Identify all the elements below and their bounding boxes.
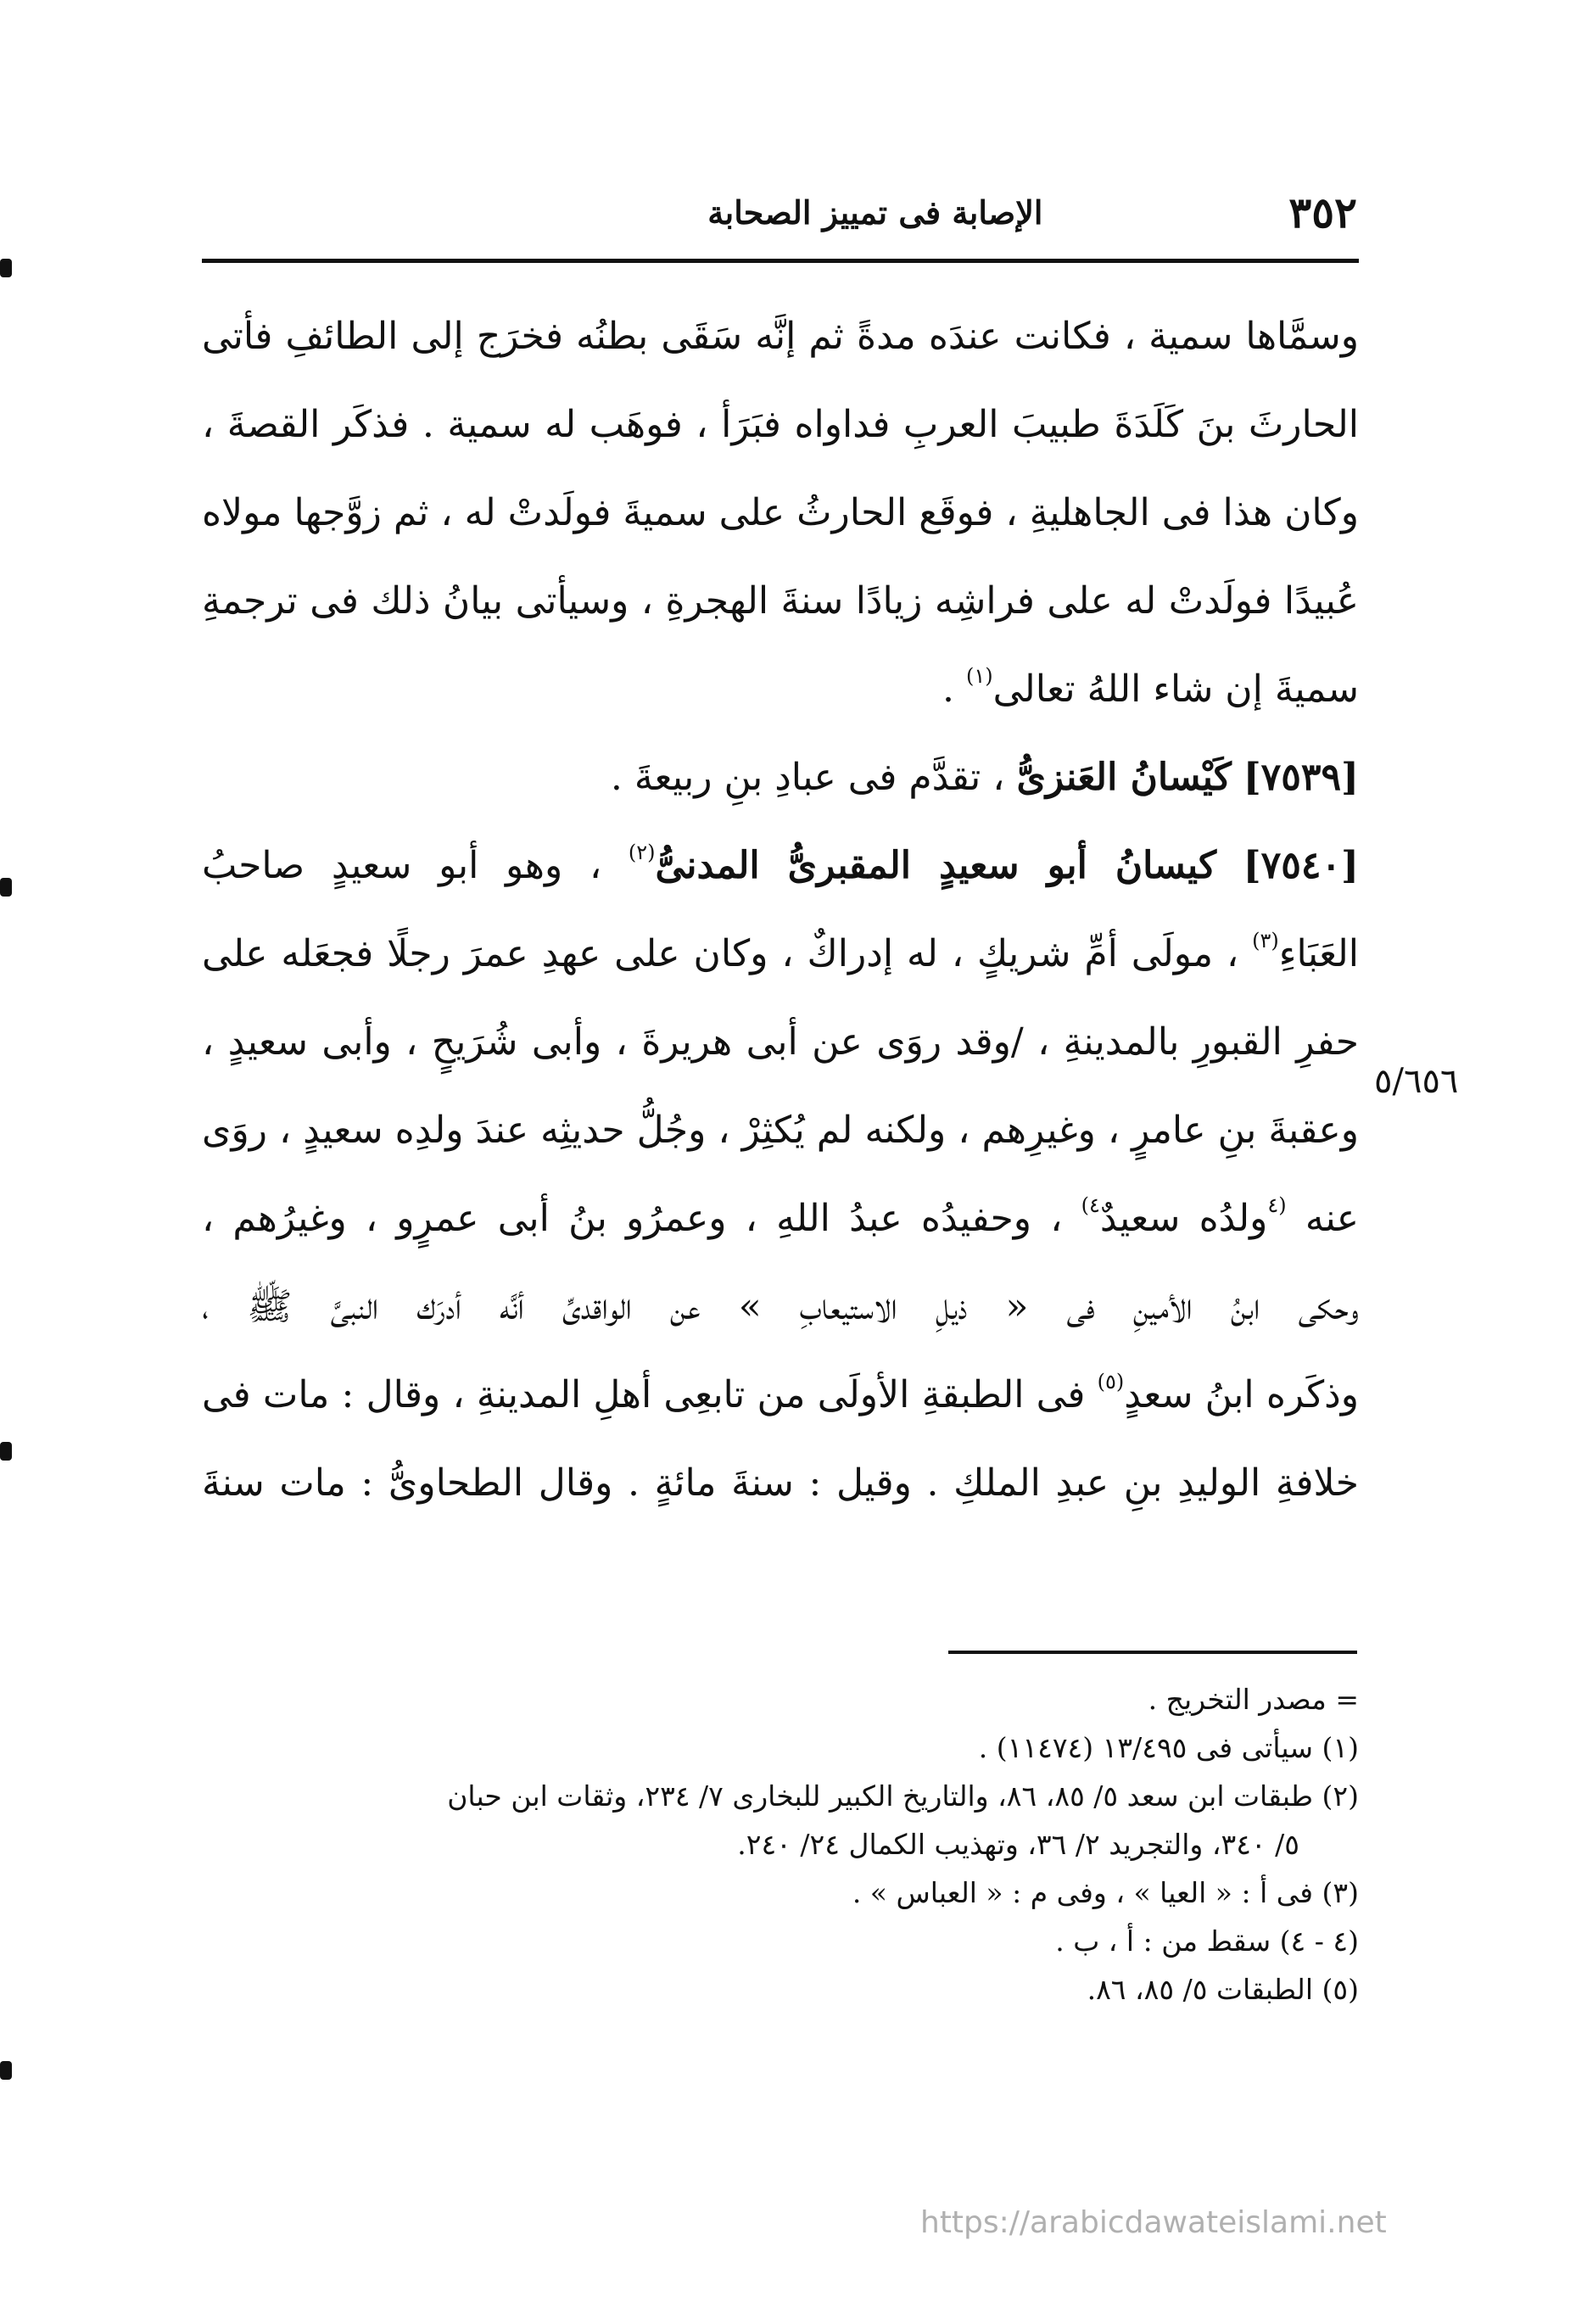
text-line: وعقبةَ بنِ عامرٍ ، وغيرِهم ، ولكنه لم يُكثِرْ ، وجُلُّ حديثِه عندَ ولدِه سعيدٍ ، روَى [202,1109,1359,1152]
text-fragment: فى الطبقةِ الأولَى من تابعِى أهلِ المدينةِ ، وقال : مات فى [202,1373,1098,1416]
text-fragment: ، وحفيدُه عبدُ اللهِ ، وعمرُو بنُ أبى عمرٍو ، وغيرُهم ، [202,1197,1081,1240]
page-number: ٣٥٢ [1288,187,1357,237]
footnote-continuation: ٥/ ٣٤٠، والتجريد ٢/ ٣٦، وتهذيب الكمال ٢٤/ ٢٤٠. [737,1828,1299,1861]
text-fragment: سميةَ إن شاء اللهُ تعالى [992,668,1359,711]
text-fragment: ولدُه سعيدٌ [1099,1197,1268,1240]
footnote: = مصدر التخريج . [1148,1683,1359,1716]
scan-edge-mark [0,2061,12,2080]
footnote-ref: (٢) [628,841,656,864]
scan-edge-mark [0,878,12,897]
text-line: الحارثَ بنَ كَلَدَةَ طبيبَ العربِ فداواه فبَرَأ ، فوهَب له سمية . فذكَر القصةَ ، [202,403,1359,446]
text-line [202,645,1359,734]
footnote-ref: (٤ [1267,1193,1287,1217]
entry-number: [٧٥٣٩] [1243,756,1359,799]
text-line [202,910,1359,998]
scan-edge-mark [0,1442,12,1461]
text-line [202,1351,1359,1439]
margin-page-reference: ٥/٦٥٦ [1374,1062,1459,1101]
text-line: حفرِ القبورِ بالمدينةِ ، /وقد روَى عن أبى هريرةَ ، وأبى شُرَيحٍ ، وأبى سعيدٍ ، [202,1020,1359,1064]
text-fragment: العَبَاءِ [1278,932,1359,975]
watermark-url: https://arabicdawateislami.net [920,2205,1387,2240]
text-fragment: عنه [1286,1197,1359,1240]
entry-number: [٧٥٤٠] [1243,844,1359,887]
entry-7539 [202,734,1359,822]
scan-edge-mark [0,259,12,277]
entry-text: ، وهو أبو سعيدٍ صاحبُ [202,844,602,887]
text-fragment: ، مولَى أمِّ شريكٍ ، له إدراكٌ ، وكان على عهدِ عمرَ رجلًا فجعَله على [202,932,1253,975]
entry-7540 [202,822,1359,910]
entry-name: كَيْسانُ العَنزىُّ [1016,756,1232,799]
text-fragment: وذكَره ابنُ سعدٍ [1124,1373,1359,1416]
page-header [204,182,1357,242]
footnote-ref: ٤) [1081,1193,1100,1217]
footnote: (١) سيأتى فى ١٣/٤٩٥ (١١٤٧٤) . [978,1731,1359,1764]
entry-name: كيسانُ أبو سعيدٍ المقبرىُّ المدنىُّ [655,844,1217,887]
footnote-ref: (٥) [1097,1370,1125,1394]
footnotes [202,1675,1359,2014]
footnote-ref: (٣) [1252,929,1279,953]
footnote: (٢) طبقات ابن سعد ٥/ ٨٥، ٨٦، والتاريخ الكبير للبخارى ٧/ ٢٣٤، وثقات ابن حبان [447,1779,1359,1813]
footnote-ref: (١) [965,664,993,688]
text-line [202,1175,1359,1263]
running-title: الإصابة فى تمييز الصحابة [707,193,1043,232]
entry-text: ، تقدَّم فى عبادِ بنِ ربيعةَ . [610,756,1005,799]
text-line: خلافةِ الوليدِ بنِ عبدِ الملكِ . وقيل : سنةَ مائةٍ . وقال الطحاوىُّ : مات سنةَ [202,1461,1359,1505]
footnote: (٤ - ٤) سقط من : أ ، ب . [1055,1925,1359,1958]
footnote: (٣) فى أ : « العيا » ، وفى م : « العباس » . [852,1876,1359,1909]
header-rule [202,259,1359,263]
text-line: وحكى ابنُ الأمينِ فى « ذيلِ الاستيعابِ » عن الواقدىِّ أنَّه أدرَك النبىَّ ﷺ ، [202,1285,1359,1328]
text-fragment: . [942,668,966,711]
text-line: وسمَّاها سمية ، فكانت عندَه مدةً ثم إنَّه سَقَى بطنُه فخرَج إلى الطائفِ فأتى [202,315,1359,358]
text-line: وكان هذا فى الجاهليةِ ، فوقَع الحارثُ على سميةَ فولَدتْ له ، ثم زوَّجها مولاه [202,491,1359,534]
main-text [202,293,1359,1528]
footnote-separator [948,1651,1357,1654]
text-line: عُبيدًا فولَدتْ له على فراشِه زيادًا سنةَ الهجرةِ ، وسيأتى بيانُ ذلك فى ترجمةِ [202,579,1359,623]
footnote: (٥) الطبقات ٥/ ٨٥، ٨٦. [1087,1973,1359,2006]
